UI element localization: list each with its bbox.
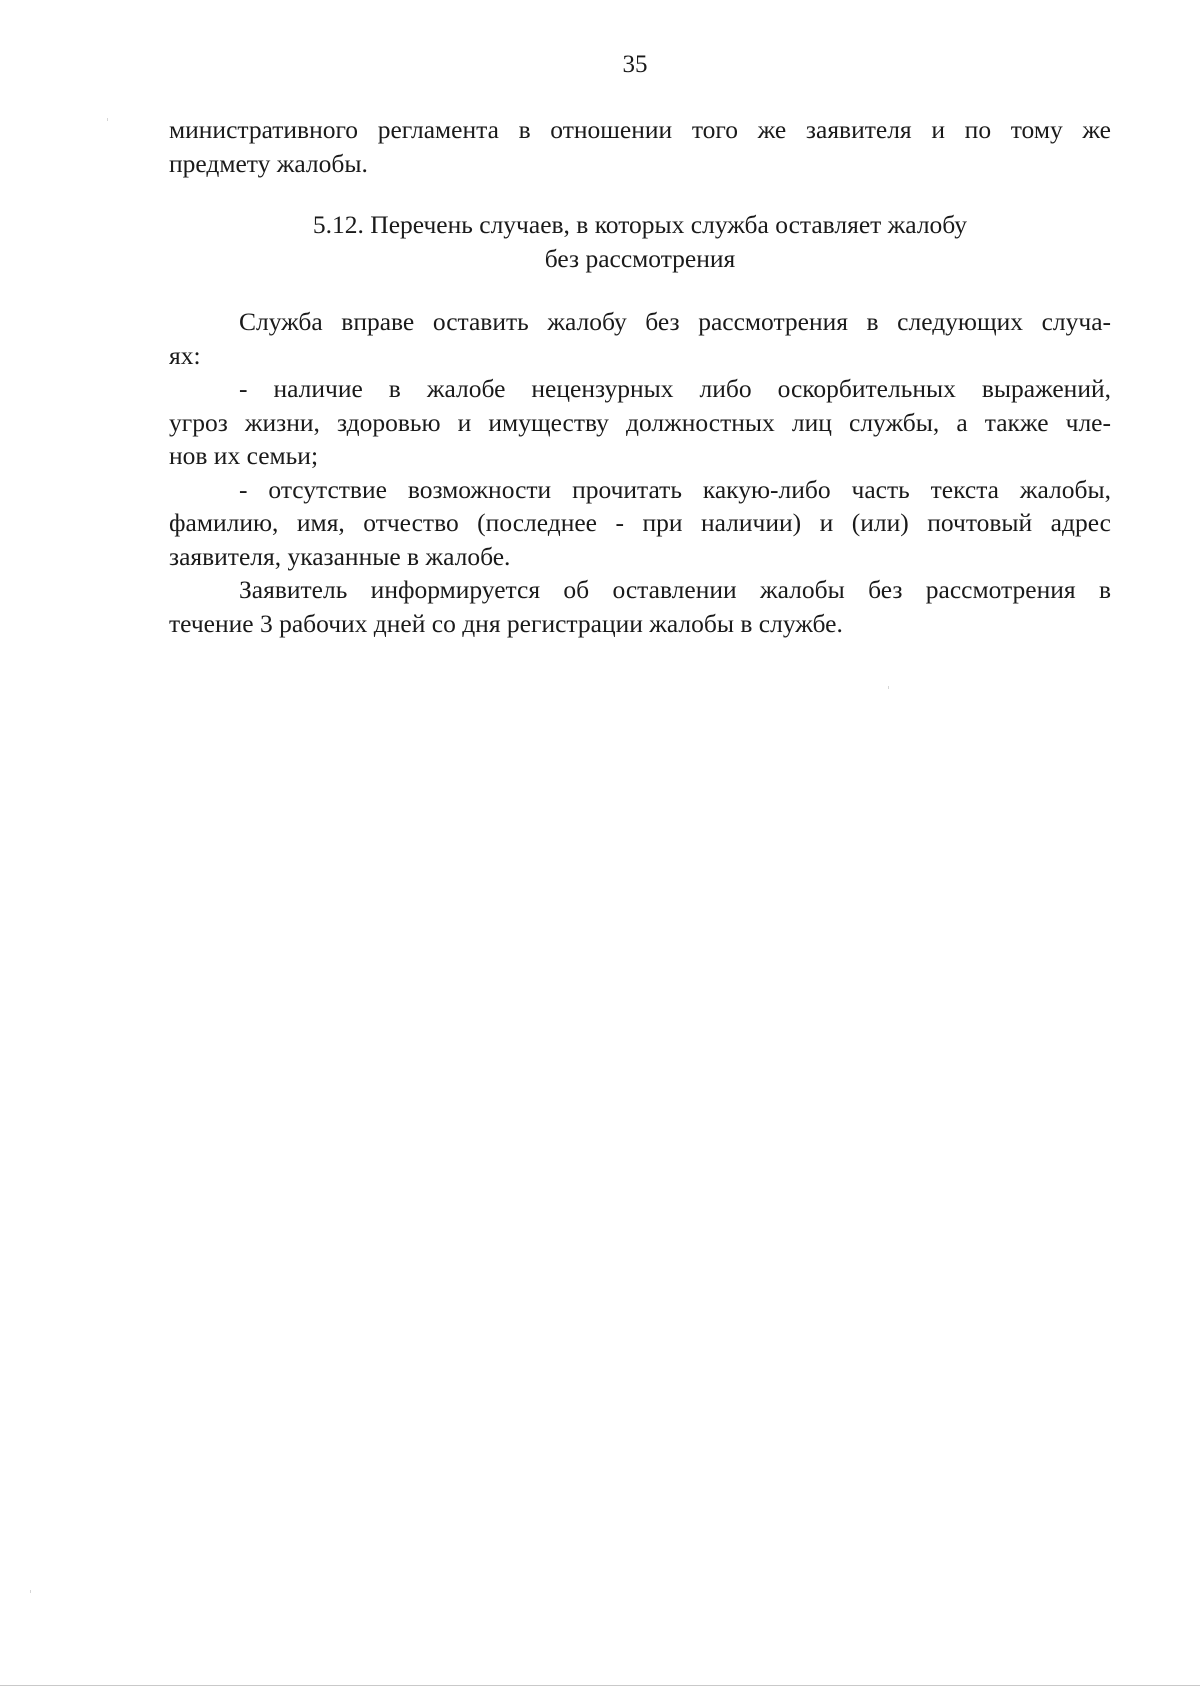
section-heading-line-2: без рассмотрения xyxy=(544,244,736,273)
scan-artifact xyxy=(888,686,889,689)
item2-line-1: - отсутствие возможности прочитать какую-либо часть текста жалобы, xyxy=(239,474,1111,504)
item2-line-3: заявителя, указанные в жалобе. xyxy=(169,541,511,571)
page-number: 35 xyxy=(622,51,648,78)
item1-line-2: угроз жизни, здоровью и имуществу должностных лиц службы, а также чле- xyxy=(169,407,1111,437)
final-line-1: Заявитель информируется об оставлении жалобы без рассмотрения в xyxy=(239,575,1111,604)
continuation-paragraph xyxy=(169,113,1111,180)
scan-edge-line xyxy=(0,1685,1200,1686)
section-body xyxy=(169,305,1111,640)
item2-line-2: фамилию, имя, отчество (последнее - при наличии) и (или) почтовый адрес xyxy=(169,508,1111,537)
section-heading xyxy=(169,208,1111,276)
final-line-2: течение 3 рабочих дней со дня регистрации жалобы в службе. xyxy=(169,608,843,638)
scan-artifact xyxy=(107,118,108,121)
section-heading-line-1: 5.12. Перечень случаев, в которых служба оставляет жалобу xyxy=(312,210,968,239)
item1-line-1: - наличие в жалобе нецензурных либо оскорбительных выражений, xyxy=(239,374,1111,403)
intro-line-1: Служба вправе оставить жалобу без рассмотрения в следующих случа- xyxy=(239,307,1111,336)
scan-artifact xyxy=(30,1590,31,1593)
continuation-line-1: министративного регламента в отношении того же заявителя и по тому же xyxy=(169,115,1111,144)
intro-line-2: ях: xyxy=(169,340,201,370)
continuation-line-2: предмету жалобы. xyxy=(169,148,368,178)
item1-line-3: нов их семьи; xyxy=(169,441,319,470)
